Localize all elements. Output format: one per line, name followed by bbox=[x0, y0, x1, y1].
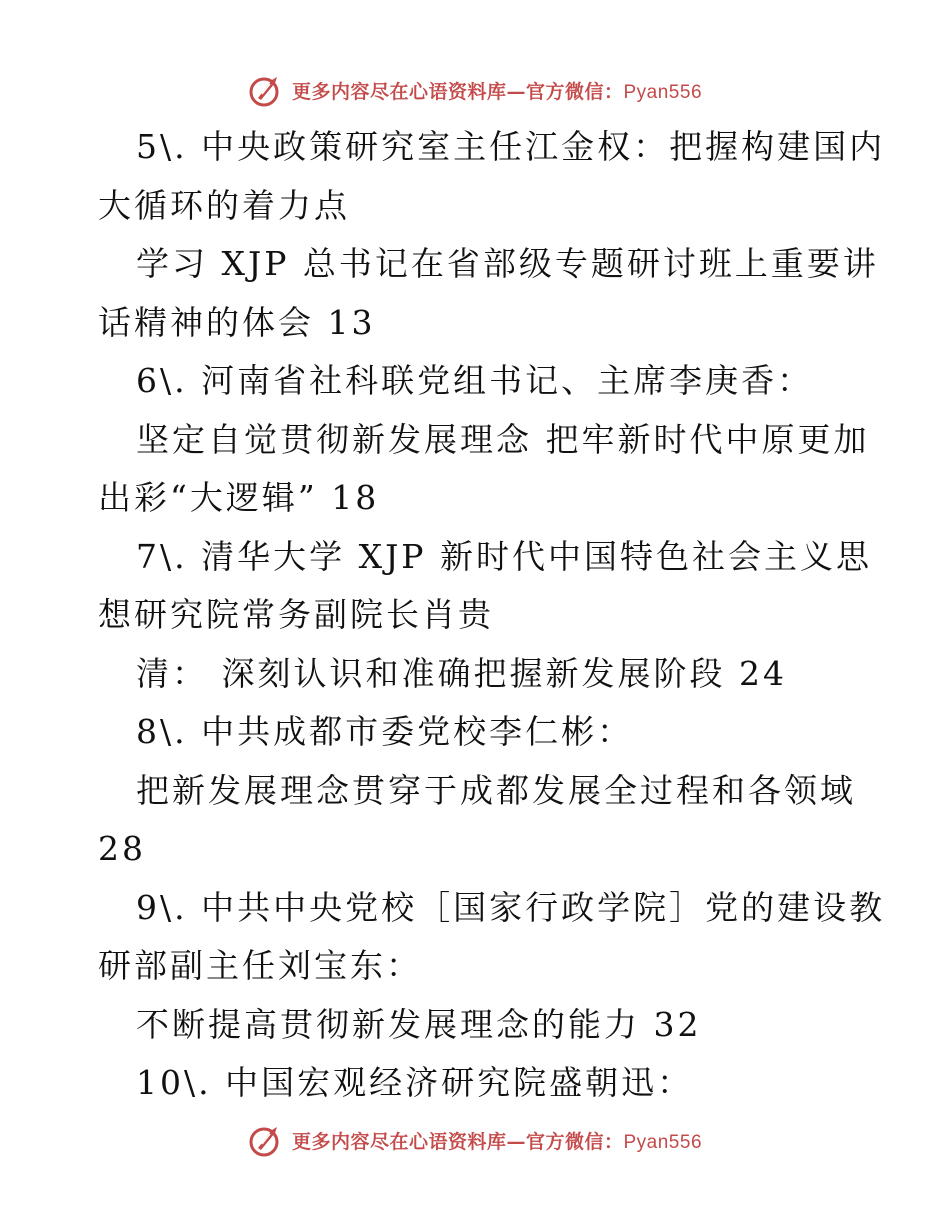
toc-line: 话精神的体会 13 bbox=[98, 302, 376, 342]
toc-line: 出彩“大逻辑” 18 bbox=[98, 478, 380, 517]
toc-line: 28 bbox=[98, 829, 146, 868]
toc-line: 10\. 中国宏观经济研究院盛朝迅： bbox=[136, 1063, 694, 1102]
toc-line: 5\. 中央政策研究室主任江金权：把握构建国内 bbox=[136, 127, 886, 166]
toc-line: 8\. 中共成都市委党校李仁彬： bbox=[136, 712, 634, 751]
watermark-text: 更多内容尽在心语资料库—官方微信：Pyan556 bbox=[291, 80, 703, 103]
toc-line: 学习 XJP 总书记在省部级专题研讨班上重要讲 bbox=[136, 244, 879, 283]
quill-pen-logo-icon bbox=[248, 72, 284, 108]
toc-line: 清： 深刻认识和准确把握新发展阶段 24 bbox=[136, 653, 787, 693]
toc-line: 不断提高贯彻新发展理念的能力 32 bbox=[136, 1004, 702, 1044]
toc-line: 研部副主任刘宝东： bbox=[98, 946, 422, 985]
toc-line: 大循环的着力点 bbox=[98, 185, 350, 225]
footer-watermark bbox=[0, 1120, 950, 1160]
quill-pen-logo-icon bbox=[248, 1122, 284, 1158]
toc-line: 坚定自觉贯彻新发展理念 把牢新时代中原更加 bbox=[136, 419, 870, 459]
toc-body bbox=[98, 118, 886, 1113]
toc-line: 7\. 清华大学 XJP 新时代中国特色社会主义思 bbox=[136, 536, 872, 576]
header-watermark bbox=[0, 70, 950, 110]
toc-line: 6\. 河南省社科联党组书记、主席李庚香： bbox=[136, 361, 814, 400]
watermark-text: 更多内容尽在心语资料库—官方微信：Pyan556 bbox=[291, 1130, 703, 1153]
toc-line: 把新发展理念贯穿于成都发展全过程和各领域 bbox=[136, 770, 856, 810]
toc-line: 9\. 中共中央党校［国家行政学院］党的建设教 bbox=[136, 887, 886, 927]
toc-line: 想研究院常务副院长肖贵 bbox=[98, 595, 494, 634]
